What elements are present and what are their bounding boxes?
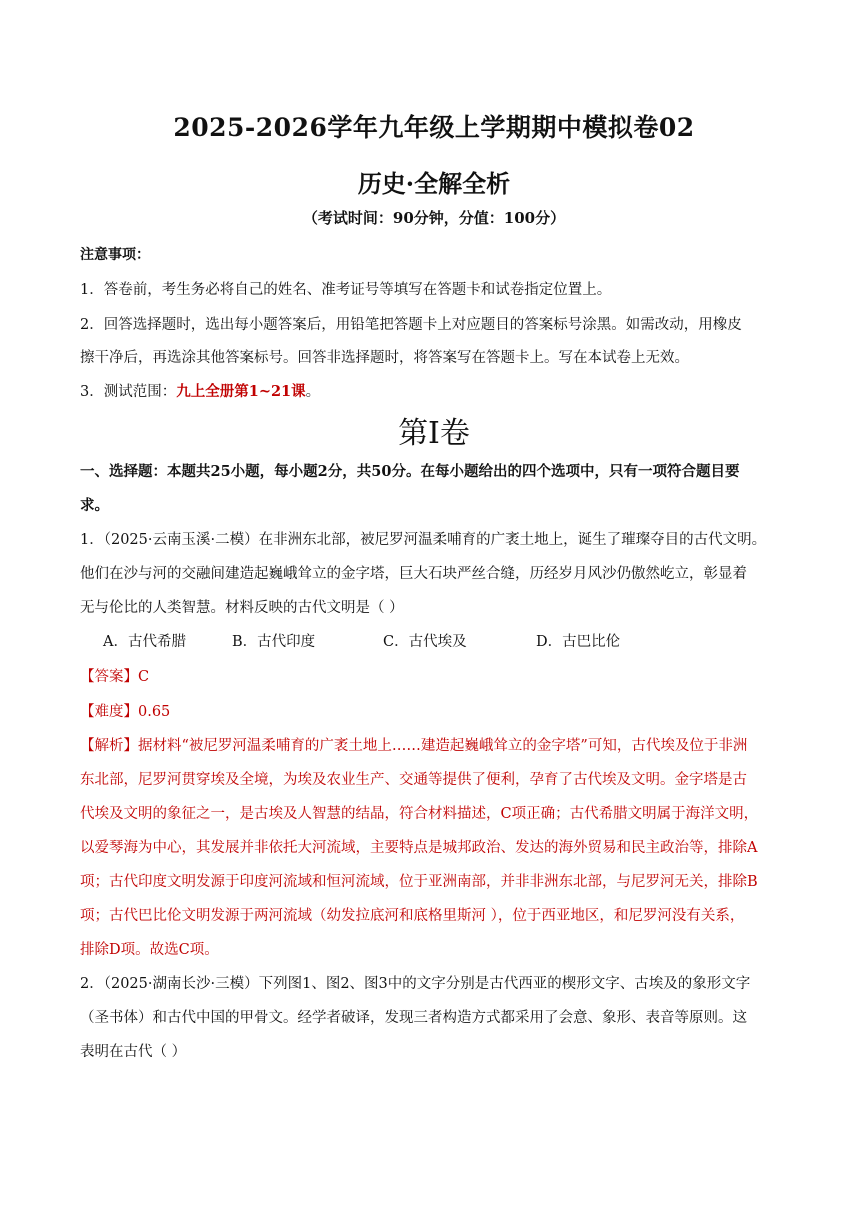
q1-analysis-line-4: 以爱琴海为中心，其发展并非依托大河流域，主要特点是城邦政治、发达的海外贸易和民主政治等，排除A (80, 840, 758, 856)
q1-stem-line-1: 1．（2025·云南玉溪·二模）在非洲东北部，被尼罗河温柔哺育的广袤土地上，诞生了璀璨夺目的古代文明。 (80, 532, 767, 548)
q2-stem-line-3: 表明在古代（ ） (80, 1044, 187, 1060)
q2-stem-line-1: 2．（2025·湖南长沙·三模）下列图1、图2、图3中的文字分别是古代西亚的楔形文字、古埃及的象形文字 (80, 976, 751, 992)
exam-info: （考试时间：90分钟，分值：100分） (302, 209, 566, 227)
part1-instructions-line-1: 一、选择题：本题共25小题，每小题2分，共50分。在每小题给出的四个选项中，只有一项符合题目要 (80, 463, 740, 480)
q1-analysis-label: 【解析】 (80, 738, 138, 754)
q1-stem-line-2: 他们在沙与河的交融间建造起巍峨耸立的金字塔，巨大石块严丝合缝，历经岁月风沙仍傲然屹立，彰显着 (80, 566, 747, 582)
notice-item-3 (80, 380, 800, 401)
document-title: 2025-2026学年九年级上学期期中模拟卷02 (173, 113, 695, 142)
q1-analysis-line-2: 东北部，尼罗河贯穿埃及全境，为埃及农业生产、交通等提供了便利，孕育了古代埃及文明。金字塔是古 (80, 772, 747, 788)
q1-option-a: A．古代希腊 (103, 634, 186, 650)
q1-option-d: D．古巴比伦 (536, 634, 621, 650)
notice-title: 注意事项： (80, 247, 150, 263)
document-subtitle: 历史·全解全析 (357, 169, 511, 198)
q1-analysis-line-7: 排除D项。故选C项。 (80, 942, 219, 958)
q1-option-b: B．古代印度 (232, 634, 316, 650)
test-range: 九上全册第1~21课 (176, 383, 306, 400)
notice-item-1: 1．答卷前，考生务必将自己的姓名、准考证号等填写在答题卡和试卷指定位置上。 (80, 282, 612, 298)
q1-analysis-line-1 (80, 734, 800, 755)
section-title: 第I卷 (398, 416, 470, 451)
part1-instructions-line-2: 求。 (80, 497, 109, 514)
q1-difficulty: 【难度】0.65 (80, 704, 171, 720)
notice-item-3-suffix: 。 (305, 384, 321, 400)
q1-analysis-line-5: 项；古代印度文明发源于印度河流域和恒河流域，位于亚洲南部，并非非洲东北部，与尼罗河无关，排除B (80, 874, 758, 890)
q1-option-c: C．古代埃及 (383, 634, 467, 650)
q1-analysis-line-6: 项；古代巴比伦文明发源于两河流域（幼发拉底河和底格里斯河 ），位于西亚地区，和尼罗河没有关系， (80, 908, 745, 924)
notice-item-2-line-2: 擦干净后，再选涂其他答案标号。回答非选择题时，将答案写在答题卡上。写在本试卷上无效。 (80, 350, 689, 366)
q1-answer: 【答案】C (80, 669, 150, 685)
q1-analysis-line-3: 代埃及文明的象征之一，是古埃及人智慧的结晶，符合材料描述，C项正确；古代希腊文明属于海洋文明， (80, 806, 759, 822)
notice-item-3-prefix: 3．测试范围： (80, 384, 177, 400)
q1-stem-line-3: 无与伦比的人类智慧。材料反映的古代文明是（ ） (80, 600, 404, 616)
q2-stem-line-2: （圣书体）和古代中国的甲骨文。经学者破译，发现三者构造方式都采用了会意、象形、表音等原则。这 (80, 1010, 747, 1026)
q1-analysis-text: 据材料“被尼罗河温柔哺育的广袤土地上……建造起巍峨耸立的金字塔”可知，古代埃及位于非洲 (138, 738, 748, 754)
notice-item-2-line-1: 2．回答选择题时，选出每小题答案后，用铅笔把答题卡上对应题目的答案标号涂黑。如需改动，用橡皮 (80, 317, 742, 333)
